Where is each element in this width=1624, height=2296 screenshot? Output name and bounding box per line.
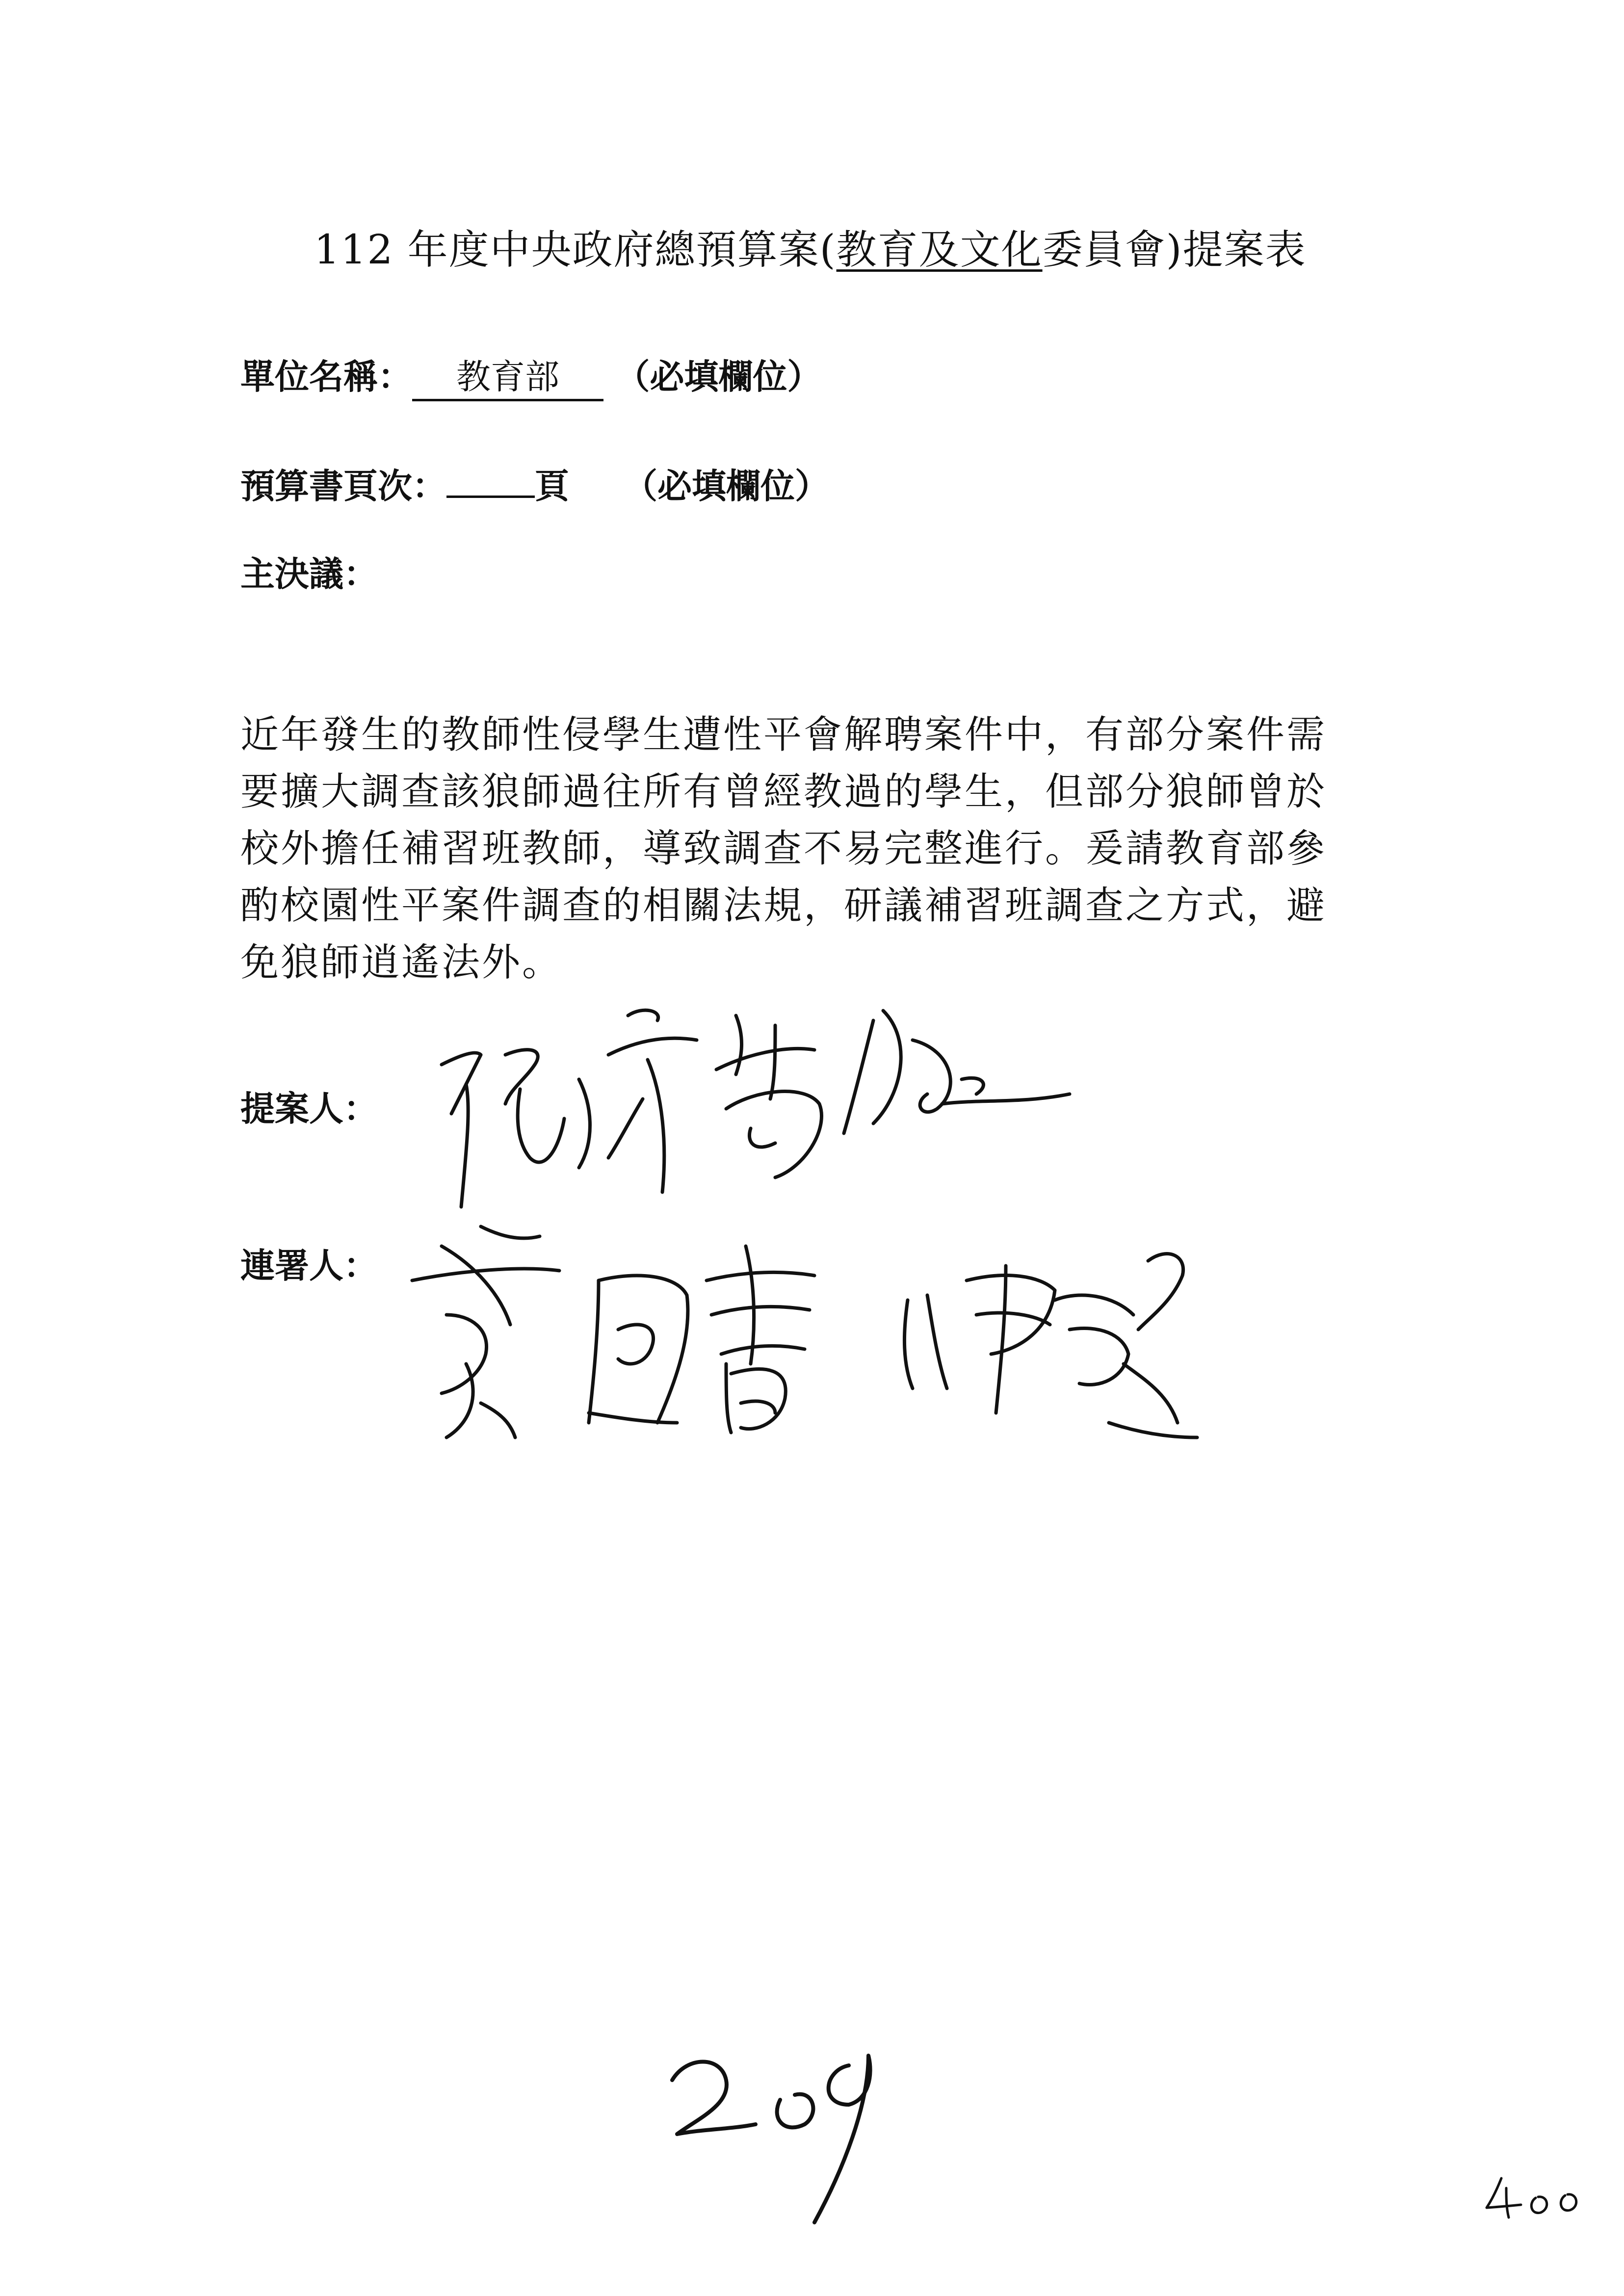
cosigner-signatures-icon <box>402 1217 1212 1452</box>
unit-name-field <box>240 352 821 401</box>
body-line: 近年發生的教師性侵學生遭性平會解聘案件中，有部分案件需 <box>240 713 1327 757</box>
body-line: 要擴大調查該狼師過往所有曾經教過的學生，但部分狼師曾於 <box>240 770 1327 814</box>
document-title <box>314 221 1393 280</box>
title-committee: 教育及文化 <box>836 227 1043 273</box>
budget-page-value <box>446 451 535 498</box>
title-prefix: 112 年度中央政府總預算案( <box>314 227 837 273</box>
proposer-label: 提案人： <box>240 1089 378 1129</box>
proposer-signature-icon <box>432 981 1119 1226</box>
cosigner-label: 連署人： <box>240 1246 378 1286</box>
title-suffix: 委員會)提案表 <box>1042 227 1307 273</box>
unit-name-label: 單位名稱： <box>240 357 412 397</box>
handwritten-corner-number-text: 400 <box>1482 2221 1483 2222</box>
budget-page-field <box>240 451 829 511</box>
budget-page-label: 預算書頁次： <box>240 466 446 506</box>
body-line: 校外擔任補習班教師，導致調查不易完整進行。爰請教育部參 <box>240 827 1327 871</box>
page-required-note: （必填欄位） <box>623 466 829 506</box>
budget-page-unit: 頁 <box>535 466 569 506</box>
handwritten-page-number <box>657 2026 913 2232</box>
handwritten-corner-number <box>1482 2168 1590 2222</box>
resolution-body <box>240 706 1428 991</box>
main-resolution-label: 主決議： <box>240 554 378 594</box>
unit-required-note: （必填欄位） <box>615 357 822 397</box>
unit-name-value: 教育部 <box>412 355 603 401</box>
body-line: 免狼師逍遙法外。 <box>240 940 563 985</box>
body-line: 酌校園性平案件調查的相關法規，研議補習班調查之方式，避 <box>240 884 1327 928</box>
